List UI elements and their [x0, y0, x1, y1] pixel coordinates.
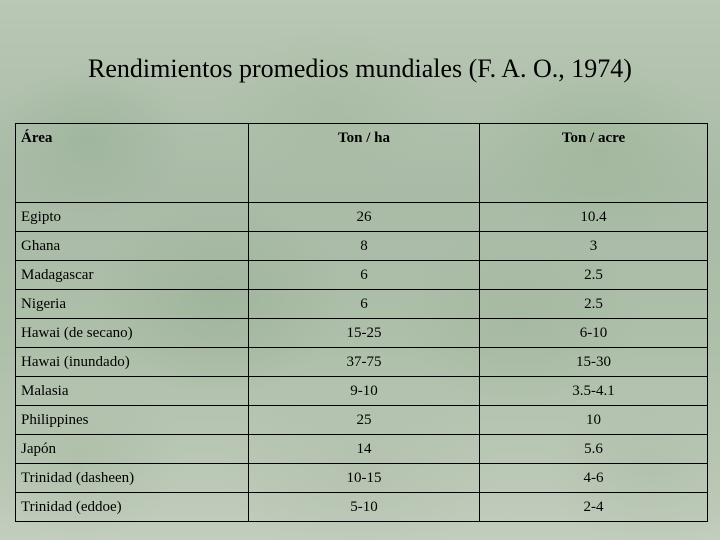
cell-ton-acre: 2.5 [480, 290, 708, 319]
cell-area: Egipto [16, 203, 249, 232]
cell-area: Ghana [16, 232, 249, 261]
cell-ton-acre: 6-10 [480, 319, 708, 348]
header-ton-acre: Ton / acre [480, 124, 708, 203]
cell-area: Trinidad (dasheen) [16, 464, 249, 493]
cell-area: Madagascar [16, 261, 249, 290]
table-row [16, 406, 708, 435]
table-row [16, 319, 708, 348]
cell-ton-ha: 10-15 [249, 464, 480, 493]
cell-area: Trinidad (eddoe) [16, 493, 249, 522]
cell-ton-ha: 6 [249, 261, 480, 290]
cell-area: Hawai (inundado) [16, 348, 249, 377]
table-row [16, 377, 708, 406]
cell-ton-ha: 26 [249, 203, 480, 232]
header-ton-ha: Ton / ha [249, 124, 480, 203]
cell-ton-acre: 4-6 [480, 464, 708, 493]
cell-ton-ha: 15-25 [249, 319, 480, 348]
cell-area: Malasia [16, 377, 249, 406]
cell-ton-ha: 6 [249, 290, 480, 319]
slide-title: Rendimientos promedios mundiales (F. A. O., 1974) [88, 54, 632, 83]
cell-ton-ha: 25 [249, 406, 480, 435]
cell-ton-acre: 3.5-4.1 [480, 377, 708, 406]
cell-ton-ha: 14 [249, 435, 480, 464]
cell-ton-ha: 8 [249, 232, 480, 261]
cell-ton-acre: 3 [480, 232, 708, 261]
table-row [16, 435, 708, 464]
table-row [16, 203, 708, 232]
cell-ton-acre: 5.6 [480, 435, 708, 464]
header-area: Área [16, 124, 249, 203]
cell-ton-acre: 10.4 [480, 203, 708, 232]
table-row [16, 464, 708, 493]
yield-table [15, 123, 708, 522]
cell-area: Japón [16, 435, 249, 464]
table-row [16, 493, 708, 522]
cell-area: Hawai (de secano) [16, 319, 249, 348]
table-row [16, 261, 708, 290]
table-header-row [16, 124, 708, 203]
cell-ton-acre: 15-30 [480, 348, 708, 377]
cell-ton-acre: 10 [480, 406, 708, 435]
cell-ton-ha: 9-10 [249, 377, 480, 406]
table-row [16, 290, 708, 319]
cell-ton-ha: 37-75 [249, 348, 480, 377]
cell-ton-acre: 2.5 [480, 261, 708, 290]
cell-area: Nigeria [16, 290, 249, 319]
cell-ton-ha: 5-10 [249, 493, 480, 522]
cell-ton-acre: 2-4 [480, 493, 708, 522]
table-row [16, 232, 708, 261]
table-row [16, 348, 708, 377]
cell-area: Philippines [16, 406, 249, 435]
